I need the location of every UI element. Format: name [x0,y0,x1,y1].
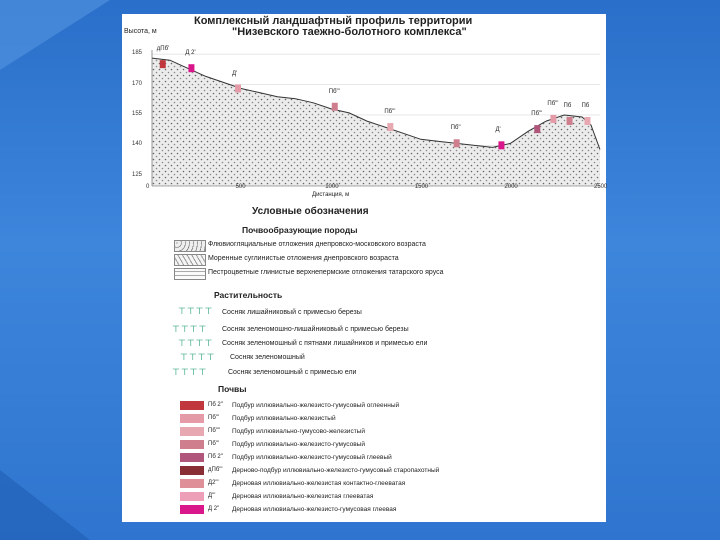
soil-swatch [180,466,204,475]
rock-label: Флювиогляциальные отложения днепровско-московского возраста [208,241,426,248]
soil-point-label: Пб [563,102,572,109]
soil-point-label: Пб"' [328,88,340,95]
rocks-section-title: Почвообразующие породы [242,225,358,235]
rock-label: Пестроцветные глинистые верхнепермские отложения татарского яруса [208,269,444,276]
tree-symbol-icon: ⊤⊤⊤⊤ [178,338,214,348]
rock-label: Моренные суглинистые отложения днепровского возраста [208,255,399,262]
soil-point-label: Пб [581,102,590,109]
legend-title: Условные обозначения [252,206,369,217]
soil-code: Пб 2" [208,402,223,408]
soil-swatch [180,453,204,462]
soil-point-label: дПб' [156,46,170,53]
soil-code: дПб'" [208,467,223,473]
y-axis-label: Высота, м [124,28,157,35]
soil-point-marker [188,64,194,72]
soil-point-label: Пб'' [450,125,461,132]
soil-point-marker [235,85,241,93]
soil-label: Подбур иллювиально-железистый [232,415,336,422]
y-tick-label: 155 [132,110,143,117]
soil-label: Подбур иллювиально-железисто-гумусовый оглеенный [232,402,400,409]
rock-swatch-moraine [174,254,206,266]
soil-code: Пб 2" [208,454,223,460]
soil-label: Подбур иллювиально-гумусово-железистый [232,428,365,435]
soil-label: Дерново-подбур иллювиально-железисто-гумусовый старопахотный [232,467,440,474]
y-tick-label: 140 [132,141,143,148]
soil-swatch [180,492,204,501]
soil-code: Д 2" [208,506,220,512]
soil-point-label: Д' [232,70,238,77]
soil-label: Подбур иллювиально-железисто-гумусовый [232,441,365,448]
x-axis-label: Дистанция, м [312,192,350,198]
profile-title-line1: Комплексный ландшафтный профиль территории [194,15,473,27]
soil-point-label: Д' [495,127,501,134]
vegetation-label: Сосняк зеленомошный с примесью ели [228,369,357,376]
vegetation-label: Сосняк зеленомошный [230,354,305,361]
soil-point-marker [584,117,590,125]
tree-symbol-icon: ⊤⊤⊤⊤ [172,324,208,334]
soil-point-marker [534,125,540,133]
soil-point-marker [567,117,573,125]
soil-code: Пб'"' [208,428,221,434]
soil-point-marker [454,139,460,147]
soil-swatch [180,427,204,436]
soils-section-title: Почвы [218,384,247,394]
soil-label: Дерновая иллювиально-железисто-гумусовая глеевая [232,506,397,513]
y-tick-label: 185 [132,50,143,57]
soil-swatch [180,414,204,423]
soil-point-marker [160,60,166,68]
soil-label: Подбур иллювиально-железисто-гумусовый глеевый [232,454,392,461]
soil-point-marker [550,115,556,123]
vegetation-section-title: Растительность [214,290,283,300]
x-tick-label: 1000 [325,184,339,190]
tree-symbol-icon: ⊤⊤⊤⊤ [172,367,208,377]
soil-point-marker [387,123,393,131]
profile-title-line2: "Низевского таежно-болотного комплекса" [232,26,467,38]
fluvioglacial-layer [152,58,600,186]
landscape-profile-chart [122,14,606,204]
x-tick-label: 0 [146,184,150,190]
rock-swatch-fluvioglacial [174,240,206,252]
soil-code: Пб'" [208,415,220,421]
vegetation-label: Сосняк зеленомошный с пятнами лишайников и примесью ели [222,340,428,347]
rock-swatch-permian [174,268,206,280]
soil-swatch [180,479,204,488]
x-tick-label: 2000 [504,184,518,190]
soil-label: Дерновая иллювиально-железистая глееватая [232,493,374,500]
soil-swatch [180,505,204,514]
tree-symbol-icon: ⊤⊤⊤⊤ [178,306,214,316]
soil-point-marker [332,103,338,111]
soil-code: Д'" [208,493,216,499]
tree-symbol-icon: ⊤⊤⊤⊤ [180,352,216,362]
soil-swatch [180,401,204,410]
soil-code: Д2"' [208,480,219,486]
x-tick-label: 2500 [594,184,608,190]
soil-swatch [180,440,204,449]
soil-point-marker [498,141,504,149]
y-tick-label: 170 [132,80,143,87]
soil-code: Пб"' [208,441,220,447]
y-tick-label: 125 [132,171,143,178]
document-image [122,14,606,522]
soil-point-label: Пб'" [531,111,543,118]
soil-point-label: Пб"' [547,100,559,107]
vegetation-label: Сосняк зеленомошно-лишайниковый с примесью березы [222,326,409,333]
vegetation-label: Сосняк лишайниковый с примесью березы [222,309,362,316]
x-tick-label: 1500 [414,184,429,190]
x-tick-label: 500 [235,184,246,190]
soil-point-label: Пб'" [384,109,396,116]
soil-point-label: Д 2' [185,50,196,57]
soil-label: Дерновая иллювиально-железистая контактно-глееватая [232,480,406,487]
